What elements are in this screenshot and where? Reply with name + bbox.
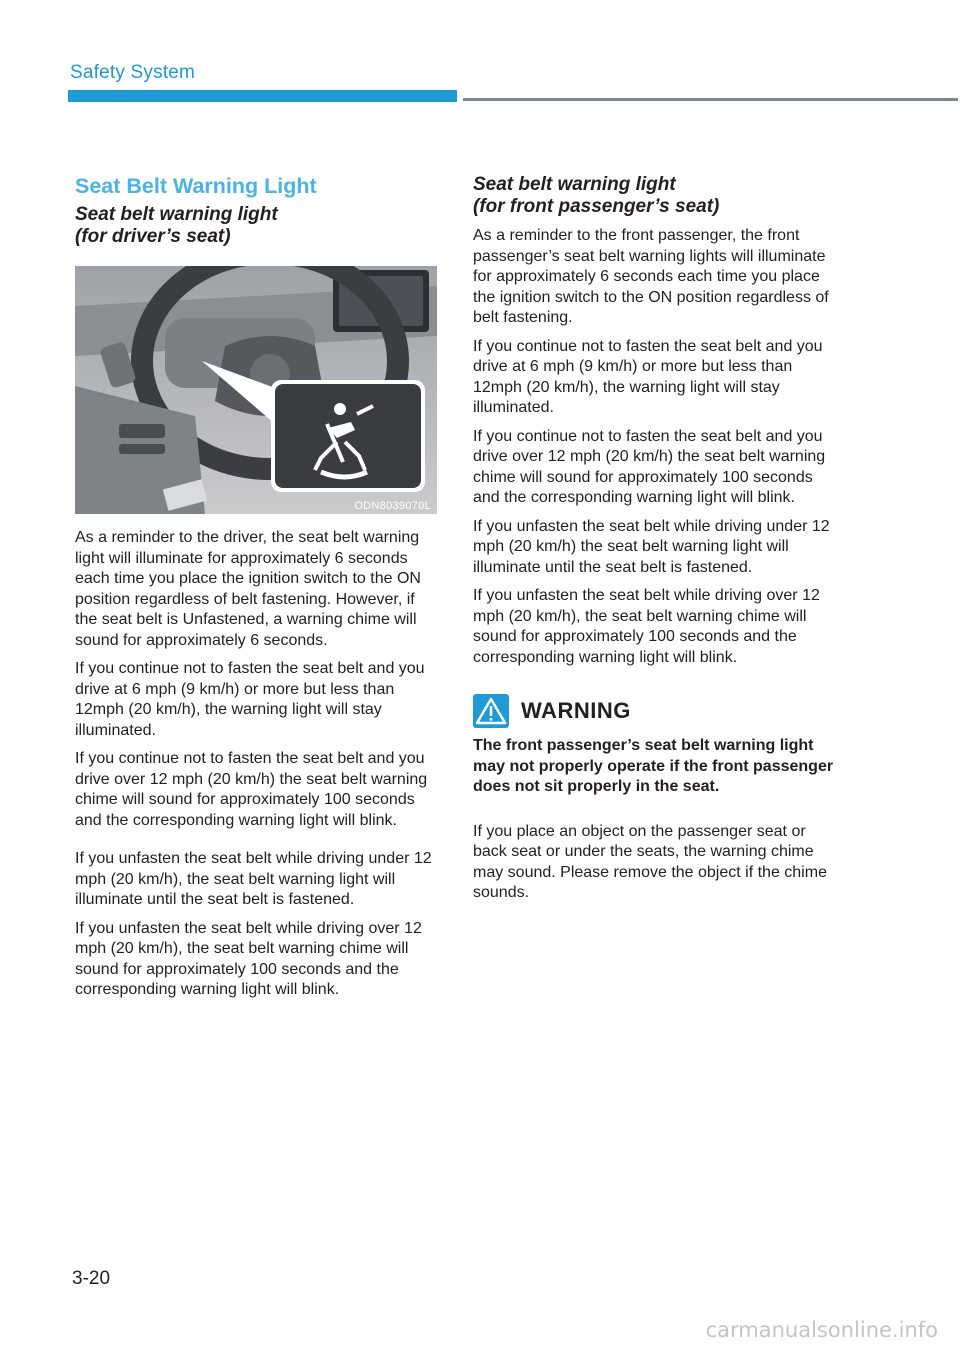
header-rule: [463, 98, 958, 101]
right-paragraph: If you unfasten the seat belt while driving over 12 mph (20 km/h), the seat belt warning chime will sound for approximately 100 seconds and the corresponding warning light will blink.: [473, 587, 820, 666]
left-paragraph: If you continue not to fasten the seat belt and you drive over 12 mph (20 km/h) the seat belt warning chime will sound for approximately 100 seconds and the corresponding warning light will blink.: [75, 750, 428, 829]
right-paragraph: If you continue not to fasten the seat belt and you drive at 6 mph (9 km/h) or more but less than 12mph (20 km/h), the warning light will stay illuminated.: [473, 337, 823, 416]
running-header: Safety System: [70, 62, 196, 83]
passenger-seat-subtitle: Seat belt warning light (for front passenger’s seat): [473, 174, 720, 217]
page-number: 3-20: [72, 1268, 111, 1289]
left-column: [75, 170, 437, 1009]
right-column: [473, 170, 835, 912]
left-paragraph: If you continue not to fasten the seat belt and you drive at 6 mph (9 km/h) or more but less than 12mph (20 km/h), the warning light will stay illuminated.: [75, 660, 425, 739]
warning-triangle-icon: [473, 694, 509, 728]
left-paragraph: If you unfasten the seat belt while driving over 12 mph (20 km/h), the seat belt warning chime will sound for approximately 100 seconds and the corresponding warning light will blink.: [75, 919, 422, 998]
warning-header: [473, 694, 835, 728]
dashboard-drawing: [75, 266, 437, 514]
right-paragraph: As a reminder to the front passenger, the front passenger’s seat belt warning lights will illuminate for approximately 6 seconds each time you place the ignition switch to the ON position regardless of belt fastening.: [473, 227, 829, 326]
dashboard-illustration: [75, 266, 437, 514]
warning-body: The front passenger’s seat belt warning light may not properly operate if the front passenger does not sit properly in the seat.: [473, 737, 834, 795]
passenger-note: If you place an object on the passenger seat or back seat or under the seats, the warning chime may sound. Please remove the object if the chime sounds.: [473, 822, 827, 901]
header-accent-bar: [68, 90, 457, 102]
right-paragraph: If you unfasten the seat belt while driving under 12 mph (20 km/h) the seat belt warning light will illuminate until the seat belt is fastened.: [473, 517, 830, 576]
watermark: carmanualsonline.info: [705, 1318, 938, 1342]
right-paragraph: If you continue not to fasten the seat belt and you drive over 12 mph (20 km/h) the seat belt warning chime will sound for approximately 100 seconds and the corresponding warning light will blink.: [473, 427, 826, 506]
left-paragraph: As a reminder to the driver, the seat belt warning light will illuminate for approximately 6 seconds each time you place the ignition switch to the ON position regardless of belt fastening. However, if the seat belt is Unfastened, a warning chime will sound for approximately 6 seconds.: [75, 529, 421, 649]
figure-code: ODN8039070L: [354, 500, 431, 512]
driver-seat-subtitle: Seat belt warning light (for driver’s seat): [75, 204, 278, 247]
warning-label: WARNING: [521, 698, 631, 723]
left-paragraph: If you unfasten the seat belt while driving under 12 mph (20 km/h), the seat belt warning light will illuminate until the seat belt is fastened.: [75, 850, 432, 908]
section-title: Seat Belt Warning Light: [75, 174, 317, 198]
